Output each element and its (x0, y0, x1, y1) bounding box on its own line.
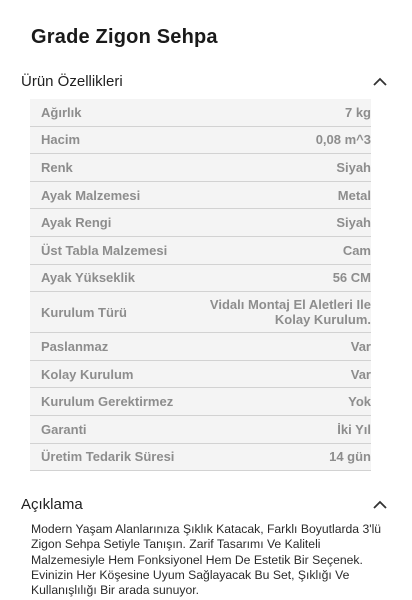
specs-section-label: Ürün Özellikleri (21, 72, 123, 90)
spec-row (30, 154, 371, 182)
spec-row (30, 388, 371, 416)
spec-row (30, 127, 371, 155)
spec-label: Hacim (41, 132, 81, 148)
spec-label: Ayak Yükseklik (41, 270, 135, 286)
spec-label: Renk (41, 159, 73, 175)
spec-label: Üretim Tedarik Süresi (41, 449, 175, 465)
spec-value: İki Yıl (337, 421, 371, 437)
spec-row (30, 265, 371, 293)
spec-row (30, 333, 371, 361)
spec-row (30, 292, 371, 333)
spec-value: Siyah (336, 215, 371, 231)
spec-value: Var (350, 338, 371, 354)
page-title: Grade Zigon Sehpa (31, 26, 218, 48)
spec-row (30, 209, 371, 237)
spec-label: Kurulum Gerektirmez (41, 394, 174, 410)
spec-label: Üst Tabla Malzemesi (41, 242, 168, 258)
spec-value: 0,08 m^3 (315, 132, 371, 148)
spec-row (30, 416, 371, 444)
spec-value: Yok (348, 394, 371, 410)
spec-label: Ayak Rengi (41, 215, 112, 231)
specs-table (30, 99, 371, 471)
spec-value: Metal (337, 187, 371, 203)
spec-value: Siyah (336, 159, 371, 175)
chevron-up-icon[interactable] (372, 496, 388, 512)
description-section-label: Açıklama (21, 495, 83, 513)
spec-label: Kolay Kurulum (41, 366, 134, 382)
spec-row (30, 237, 371, 265)
specs-section-header[interactable] (21, 69, 388, 93)
spec-value: 56 CM (332, 270, 371, 286)
spec-row (30, 182, 371, 210)
spec-row (30, 444, 371, 472)
spec-value: 14 gün (329, 449, 371, 465)
spec-row (30, 361, 371, 389)
spec-value: 7 kg (344, 104, 371, 120)
spec-value: Vidalı Montaj El Aletleri Ile Kolay Kurulum. (209, 297, 371, 328)
spec-label: Garanti (41, 421, 87, 437)
chevron-up-icon[interactable] (372, 73, 388, 89)
description-section-header[interactable] (21, 492, 388, 516)
spec-value: Var (350, 366, 371, 382)
spec-row (30, 99, 371, 127)
spec-label: Kurulum Türü (41, 304, 127, 320)
spec-label: Ayak Malzemesi (41, 187, 141, 203)
spec-label: Ağırlık (41, 104, 82, 120)
description-text: Modern Yaşam Alanlarınıza Şıklık Katacak, Farklı Boyutlarda 3'lü Zigon Sehpa Setiyle Tanışın. Zarif Tasarımı Ve Kaliteli Malzemesiyle Hem Fonksiyonel Hem De Estetik Bir Seçenek. Evinizin Her Köşesine Uyum Sağlayacak Bu Set, Şıklığı Ve Kullanışlılığı Bir arada sunuyor. (31, 522, 382, 598)
spec-label: Paslanmaz (41, 338, 109, 354)
spec-value: Cam (342, 242, 371, 258)
